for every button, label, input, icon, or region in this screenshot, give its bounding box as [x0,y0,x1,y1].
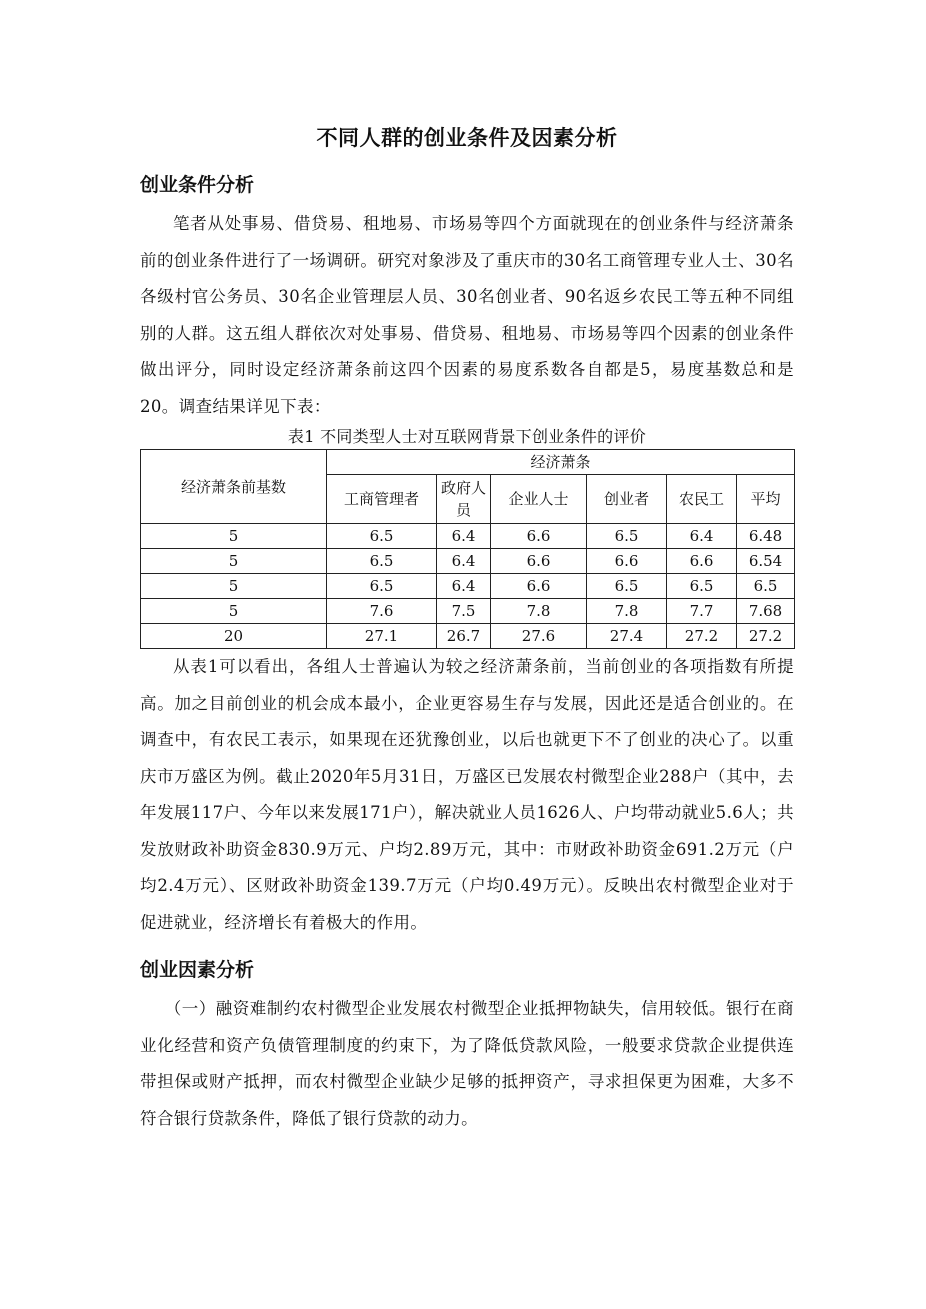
table-cell: 5 [141,524,327,549]
table-cell: 6.5 [667,574,737,599]
table-cell: 27.1 [327,624,437,649]
table-cell: 6.6 [667,549,737,574]
table-cell: 6.4 [437,524,491,549]
table-header-col: 创业者 [587,475,667,524]
table-cell: 6.6 [491,574,587,599]
evaluation-table [140,449,795,649]
table-cell: 5 [141,599,327,624]
document-page [140,110,794,1137]
table-cell: 6.5 [587,524,667,549]
section-heading-conditions: 创业条件分析 [140,174,255,196]
table-cell: 7.8 [587,599,667,624]
paragraph-financing: （一）融资难制约农村微型企业发展农村微型企业抵押物缺失，信用较低。银行在商业化经营和资产负债管理制度的约束下，为了降低贷款风险，一般要求贷款企业提供连带担保或财产抵押，而农村微型企业缺少足够的抵押资产，寻求担保更为困难，大多不符合银行贷款条件，降低了银行贷款的动力。 [140,999,794,1128]
table-cell: 26.7 [437,624,491,649]
table-cell: 27.2 [667,624,737,649]
table-cell: 27.2 [737,624,795,649]
page-title: 不同人群的创业条件及因素分析 [316,126,618,150]
table-cell: 6.54 [737,549,795,574]
table-cell: 6.5 [587,574,667,599]
table-cell: 7.5 [437,599,491,624]
paragraph-table-analysis: 从表1可以看出，各组人士普遍认为较之经济萧条前，当前创业的各项指数有所提高。加之目前创业的机会成本最小，企业更容易生存与发展，因此还是适合创业的。在调查中，有农民工表示，如果现在还犹豫创业，以后也就更下不了创业的决心了。以重庆市万盛区为例。截止2020年5月31日，万盛区已发展农村微型企业288户（其中，去年发展117户、今年以来发展171户），解决就业人员1626人、户均带动就业5.6人；共发放财政补助资金830.9万元、户均2.89万元，其中：市财政补助资金691.2万元（户均2.4万元）、区财政补助资金139.7万元（户均0.49万元）。反映出农村微型企业对于促进就业，经济增长有着极大的作用。 [140,657,794,932]
table-header-col: 农民工 [667,475,737,524]
table-cell: 6.4 [437,574,491,599]
table-row [141,599,795,624]
table-cell: 6.6 [491,549,587,574]
table-cell: 20 [141,624,327,649]
table-caption: 表1 不同类型人士对互联网背景下创业条件的评价 [287,427,647,446]
table-cell: 6.5 [327,574,437,599]
table-header-col: 工商管理者 [327,475,437,524]
table-cell: 7.8 [491,599,587,624]
table-cell: 6.5 [737,574,795,599]
table-header-col: 企业人士 [491,475,587,524]
table-cell: 6.6 [587,549,667,574]
paragraph-survey-intro: 笔者从处事易、借贷易、租地易、市场易等四个方面就现在的创业条件与经济萧条前的创业条件进行了一场调研。研究对象涉及了重庆市的30名工商管理专业人士、30名各级村官公务员、30名企业管理层人员、30名创业者、90名返乡农民工等五种不同组别的人群。这五组人群依次对处事易、借贷易、租地易、市场易等四个因素的创业条件做出评分，同时设定经济萧条前这四个因素的易度系数各自都是5，易度基数总和是20。调查结果详见下表： [140,214,794,416]
table-header-group: 经济萧条 [327,450,795,475]
table-cell: 27.4 [587,624,667,649]
table-cell: 6.5 [327,524,437,549]
table-cell: 7.68 [737,599,795,624]
table-header-col: 政府人员 [437,475,491,524]
table-cell: 7.6 [327,599,437,624]
table-row [141,574,795,599]
table-row [141,549,795,574]
table-cell: 6.6 [491,524,587,549]
table-cell: 7.7 [667,599,737,624]
section-heading-factors: 创业因素分析 [140,959,255,981]
table-cell: 6.4 [437,549,491,574]
table-cell: 5 [141,574,327,599]
table-row [141,524,795,549]
table-header-col: 平均 [737,475,795,524]
table-header-base: 经济萧条前基数 [141,450,327,524]
table-cell: 6.4 [667,524,737,549]
table-cell: 6.48 [737,524,795,549]
table-cell: 27.6 [491,624,587,649]
table-cell: 6.5 [327,549,437,574]
table-cell: 5 [141,549,327,574]
table-row-total [141,624,795,649]
